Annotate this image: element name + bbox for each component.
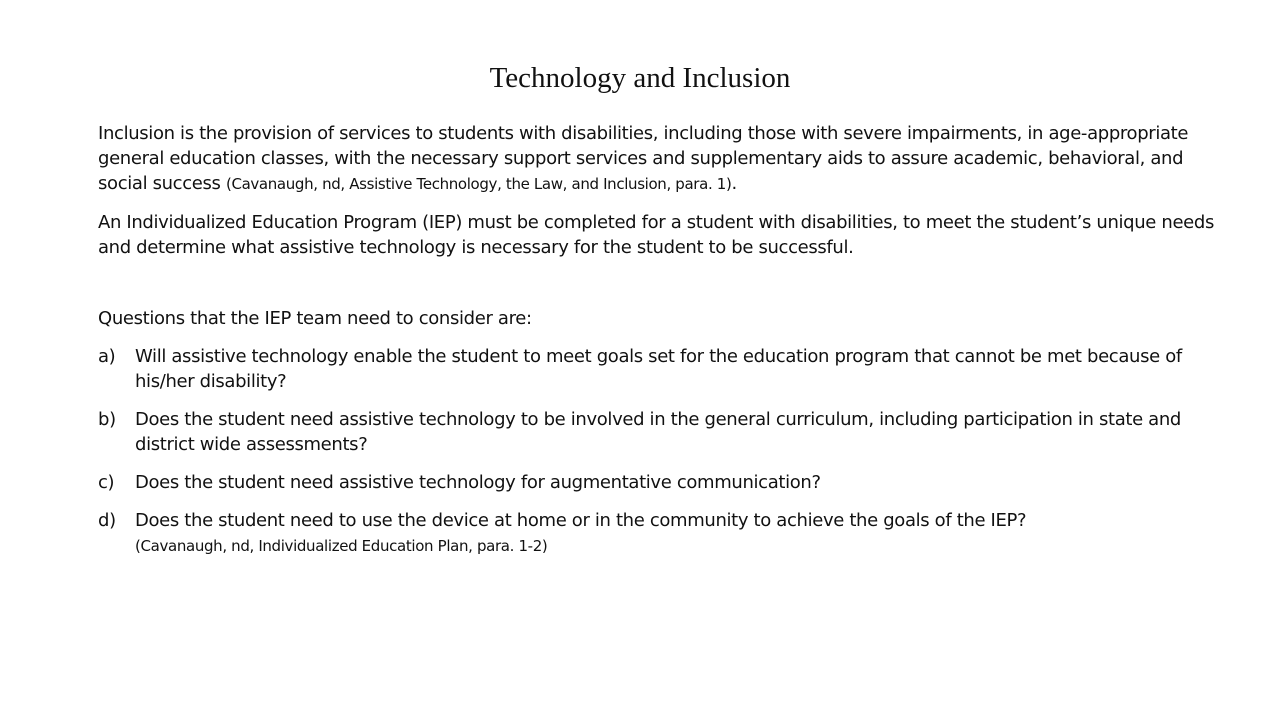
spacer — [98, 273, 1228, 306]
paragraph-end: . — [731, 173, 737, 194]
list-item-text: Will assistive technology enable the student to meet goals set for the education program that cannot be met because of his/her disability? — [135, 346, 1182, 392]
list-item-b — [98, 407, 1228, 457]
list-item-c — [98, 470, 1228, 495]
list-item-content — [135, 508, 1228, 559]
list-item-d — [98, 508, 1228, 559]
questions-intro: Questions that the IEP team need to consider are: — [98, 308, 532, 329]
citation: (Cavanaugh, nd, Assistive Technology, the Law, and Inclusion, para. 1) — [225, 175, 732, 193]
list-item-text: Does the student need assistive technology for augmentative communication? — [135, 472, 821, 493]
paragraph-text: Inclusion is the provision of services to students with disabilities, including those with severe impairments, in age-appropriate general education classes, with the necessary support services and supplementary aids to assure academic, behavioral, and social success — [98, 123, 1189, 194]
list-marker: b) — [98, 409, 116, 430]
list-marker: a) — [98, 346, 116, 367]
list-item-text: Does the student need assistive technology to be involved in the general curriculum, including participation in state and district wide assessments? — [135, 409, 1181, 455]
list-marker: c) — [98, 472, 115, 493]
slide-body — [98, 121, 1228, 572]
paragraph-inclusion-definition — [98, 121, 1228, 197]
list-marker: d) — [98, 510, 116, 531]
list-item-a — [98, 344, 1228, 394]
list-item-text: Does the student need to use the device at home or in the community to achieve the goals of the IEP? — [135, 510, 1027, 531]
paragraph-iep: An Individualized Education Program (IEP) must be completed for a student with disabilities, to meet the student’s unique needs and determine what assistive technology is necessary for the student to be successful. — [98, 212, 1215, 258]
slide-title: Technology and Inclusion — [489, 62, 791, 94]
citation: (Cavanaugh, nd, Individualized Education Plan, para. 1-2) — [135, 537, 548, 555]
